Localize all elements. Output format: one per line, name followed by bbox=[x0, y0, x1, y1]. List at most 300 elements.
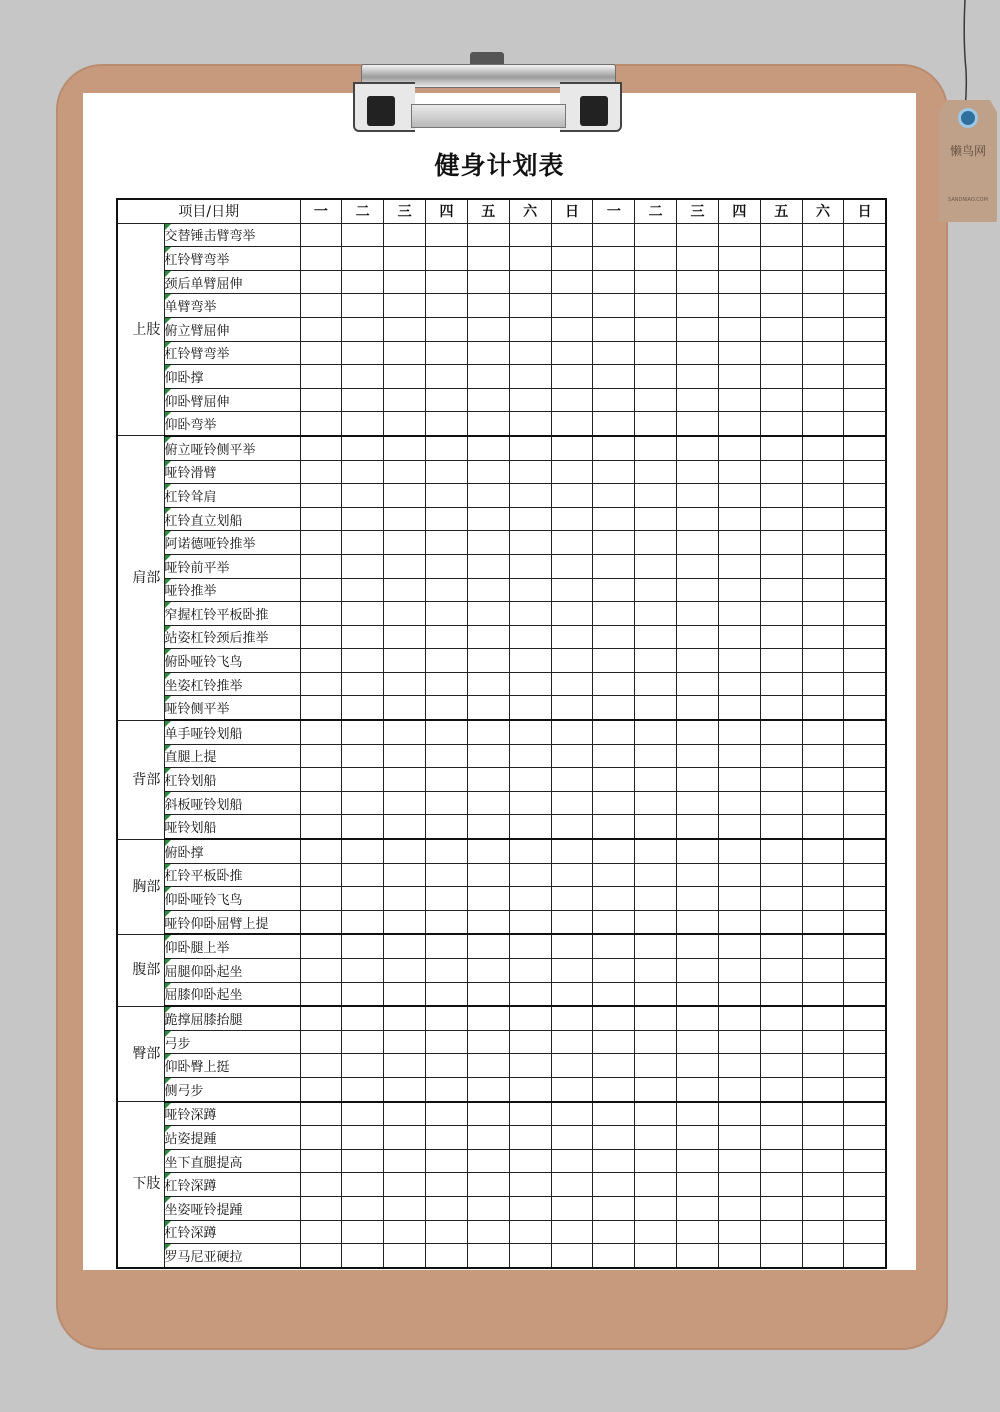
day-cell[interactable] bbox=[718, 270, 760, 294]
day-cell[interactable] bbox=[760, 388, 802, 412]
day-cell[interactable] bbox=[551, 625, 593, 649]
day-cell[interactable] bbox=[760, 720, 802, 744]
day-cell[interactable] bbox=[760, 982, 802, 1006]
day-cell[interactable] bbox=[593, 672, 635, 696]
day-cell[interactable] bbox=[426, 578, 468, 602]
day-cell[interactable] bbox=[844, 1173, 886, 1197]
day-cell[interactable] bbox=[300, 460, 342, 484]
day-cell[interactable] bbox=[426, 649, 468, 673]
day-cell[interactable] bbox=[551, 317, 593, 341]
day-cell[interactable] bbox=[635, 768, 677, 792]
day-cell[interactable] bbox=[718, 294, 760, 318]
day-cell[interactable] bbox=[677, 436, 719, 460]
day-cell[interactable] bbox=[844, 672, 886, 696]
day-cell[interactable] bbox=[593, 247, 635, 271]
day-cell[interactable] bbox=[844, 1054, 886, 1078]
day-cell[interactable] bbox=[718, 1173, 760, 1197]
day-cell[interactable] bbox=[551, 1054, 593, 1078]
day-cell[interactable] bbox=[384, 768, 426, 792]
day-cell[interactable] bbox=[300, 484, 342, 508]
day-cell[interactable] bbox=[426, 341, 468, 365]
day-cell[interactable] bbox=[551, 696, 593, 720]
day-cell[interactable] bbox=[467, 625, 509, 649]
day-cell[interactable] bbox=[300, 910, 342, 934]
day-cell[interactable] bbox=[509, 317, 551, 341]
day-cell[interactable] bbox=[342, 341, 384, 365]
day-cell[interactable] bbox=[467, 1006, 509, 1030]
day-cell[interactable] bbox=[593, 887, 635, 911]
day-cell[interactable] bbox=[551, 791, 593, 815]
day-cell[interactable] bbox=[802, 934, 844, 958]
day-cell[interactable] bbox=[467, 341, 509, 365]
day-cell[interactable] bbox=[342, 839, 384, 863]
day-cell[interactable] bbox=[467, 1054, 509, 1078]
day-cell[interactable] bbox=[593, 768, 635, 792]
day-cell[interactable] bbox=[677, 720, 719, 744]
day-cell[interactable] bbox=[426, 1149, 468, 1173]
day-cell[interactable] bbox=[760, 507, 802, 531]
day-cell[interactable] bbox=[509, 531, 551, 555]
day-cell[interactable] bbox=[844, 768, 886, 792]
day-cell[interactable] bbox=[300, 341, 342, 365]
day-cell[interactable] bbox=[593, 317, 635, 341]
day-cell[interactable] bbox=[593, 294, 635, 318]
day-cell[interactable] bbox=[677, 341, 719, 365]
day-cell[interactable] bbox=[635, 791, 677, 815]
day-cell[interactable] bbox=[509, 959, 551, 983]
day-cell[interactable] bbox=[467, 959, 509, 983]
day-cell[interactable] bbox=[802, 578, 844, 602]
day-cell[interactable] bbox=[760, 1173, 802, 1197]
day-cell[interactable] bbox=[802, 341, 844, 365]
day-cell[interactable] bbox=[342, 1054, 384, 1078]
day-cell[interactable] bbox=[467, 1030, 509, 1054]
day-cell[interactable] bbox=[342, 1077, 384, 1101]
day-cell[interactable] bbox=[551, 839, 593, 863]
day-cell[interactable] bbox=[342, 365, 384, 389]
day-cell[interactable] bbox=[509, 768, 551, 792]
day-cell[interactable] bbox=[509, 1173, 551, 1197]
day-cell[interactable] bbox=[342, 1126, 384, 1150]
day-cell[interactable] bbox=[677, 672, 719, 696]
day-cell[interactable] bbox=[718, 1220, 760, 1244]
day-cell[interactable] bbox=[677, 744, 719, 768]
day-cell[interactable] bbox=[718, 887, 760, 911]
day-cell[interactable] bbox=[426, 1220, 468, 1244]
day-cell[interactable] bbox=[718, 484, 760, 508]
day-cell[interactable] bbox=[760, 341, 802, 365]
day-cell[interactable] bbox=[635, 1102, 677, 1126]
day-cell[interactable] bbox=[300, 1196, 342, 1220]
day-cell[interactable] bbox=[844, 531, 886, 555]
day-cell[interactable] bbox=[467, 436, 509, 460]
day-cell[interactable] bbox=[844, 341, 886, 365]
day-cell[interactable] bbox=[426, 934, 468, 958]
day-cell[interactable] bbox=[551, 720, 593, 744]
day-cell[interactable] bbox=[760, 1244, 802, 1268]
day-cell[interactable] bbox=[342, 388, 384, 412]
day-cell[interactable] bbox=[635, 720, 677, 744]
day-cell[interactable] bbox=[844, 791, 886, 815]
day-cell[interactable] bbox=[509, 507, 551, 531]
day-cell[interactable] bbox=[467, 863, 509, 887]
day-cell[interactable] bbox=[384, 436, 426, 460]
day-cell[interactable] bbox=[593, 484, 635, 508]
day-cell[interactable] bbox=[677, 768, 719, 792]
day-cell[interactable] bbox=[760, 791, 802, 815]
day-cell[interactable] bbox=[509, 341, 551, 365]
day-cell[interactable] bbox=[551, 270, 593, 294]
day-cell[interactable] bbox=[467, 388, 509, 412]
day-cell[interactable] bbox=[509, 910, 551, 934]
day-cell[interactable] bbox=[635, 934, 677, 958]
day-cell[interactable] bbox=[677, 863, 719, 887]
day-cell[interactable] bbox=[593, 1126, 635, 1150]
day-cell[interactable] bbox=[802, 365, 844, 389]
day-cell[interactable] bbox=[593, 1054, 635, 1078]
day-cell[interactable] bbox=[551, 1006, 593, 1030]
day-cell[interactable] bbox=[760, 815, 802, 839]
day-cell[interactable] bbox=[426, 839, 468, 863]
day-cell[interactable] bbox=[384, 863, 426, 887]
day-cell[interactable] bbox=[467, 223, 509, 247]
day-cell[interactable] bbox=[635, 365, 677, 389]
day-cell[interactable] bbox=[593, 934, 635, 958]
day-cell[interactable] bbox=[551, 1102, 593, 1126]
day-cell[interactable] bbox=[426, 1077, 468, 1101]
day-cell[interactable] bbox=[844, 602, 886, 626]
day-cell[interactable] bbox=[426, 982, 468, 1006]
day-cell[interactable] bbox=[802, 602, 844, 626]
day-cell[interactable] bbox=[426, 1196, 468, 1220]
day-cell[interactable] bbox=[802, 294, 844, 318]
day-cell[interactable] bbox=[426, 815, 468, 839]
day-cell[interactable] bbox=[509, 1077, 551, 1101]
day-cell[interactable] bbox=[718, 460, 760, 484]
day-cell[interactable] bbox=[802, 223, 844, 247]
day-cell[interactable] bbox=[677, 294, 719, 318]
day-cell[interactable] bbox=[593, 959, 635, 983]
day-cell[interactable] bbox=[635, 625, 677, 649]
day-cell[interactable] bbox=[844, 484, 886, 508]
day-cell[interactable] bbox=[844, 1196, 886, 1220]
day-cell[interactable] bbox=[509, 839, 551, 863]
day-cell[interactable] bbox=[844, 696, 886, 720]
day-cell[interactable] bbox=[718, 507, 760, 531]
day-cell[interactable] bbox=[593, 1102, 635, 1126]
day-cell[interactable] bbox=[593, 365, 635, 389]
day-cell[interactable] bbox=[551, 294, 593, 318]
day-cell[interactable] bbox=[342, 317, 384, 341]
day-cell[interactable] bbox=[760, 270, 802, 294]
day-cell[interactable] bbox=[426, 887, 468, 911]
day-cell[interactable] bbox=[426, 247, 468, 271]
day-cell[interactable] bbox=[802, 1030, 844, 1054]
day-cell[interactable] bbox=[802, 460, 844, 484]
day-cell[interactable] bbox=[593, 791, 635, 815]
day-cell[interactable] bbox=[384, 388, 426, 412]
day-cell[interactable] bbox=[509, 578, 551, 602]
day-cell[interactable] bbox=[760, 223, 802, 247]
day-cell[interactable] bbox=[677, 1077, 719, 1101]
day-cell[interactable] bbox=[509, 1054, 551, 1078]
day-cell[interactable] bbox=[802, 1244, 844, 1268]
day-cell[interactable] bbox=[844, 294, 886, 318]
day-cell[interactable] bbox=[300, 625, 342, 649]
day-cell[interactable] bbox=[342, 982, 384, 1006]
day-cell[interactable] bbox=[300, 982, 342, 1006]
day-cell[interactable] bbox=[677, 1030, 719, 1054]
day-cell[interactable] bbox=[426, 910, 468, 934]
day-cell[interactable] bbox=[760, 365, 802, 389]
day-cell[interactable] bbox=[802, 959, 844, 983]
day-cell[interactable] bbox=[467, 1102, 509, 1126]
day-cell[interactable] bbox=[718, 791, 760, 815]
day-cell[interactable] bbox=[300, 317, 342, 341]
day-cell[interactable] bbox=[802, 507, 844, 531]
day-cell[interactable] bbox=[551, 507, 593, 531]
day-cell[interactable] bbox=[844, 1126, 886, 1150]
day-cell[interactable] bbox=[760, 412, 802, 436]
day-cell[interactable] bbox=[760, 460, 802, 484]
day-cell[interactable] bbox=[635, 602, 677, 626]
day-cell[interactable] bbox=[384, 625, 426, 649]
day-cell[interactable] bbox=[635, 1220, 677, 1244]
day-cell[interactable] bbox=[551, 1244, 593, 1268]
day-cell[interactable] bbox=[342, 720, 384, 744]
day-cell[interactable] bbox=[342, 887, 384, 911]
day-cell[interactable] bbox=[593, 554, 635, 578]
day-cell[interactable] bbox=[509, 720, 551, 744]
day-cell[interactable] bbox=[384, 507, 426, 531]
day-cell[interactable] bbox=[844, 223, 886, 247]
day-cell[interactable] bbox=[384, 1102, 426, 1126]
day-cell[interactable] bbox=[509, 247, 551, 271]
day-cell[interactable] bbox=[300, 696, 342, 720]
day-cell[interactable] bbox=[718, 436, 760, 460]
day-cell[interactable] bbox=[509, 554, 551, 578]
day-cell[interactable] bbox=[509, 223, 551, 247]
day-cell[interactable] bbox=[426, 1244, 468, 1268]
day-cell[interactable] bbox=[467, 791, 509, 815]
day-cell[interactable] bbox=[426, 959, 468, 983]
day-cell[interactable] bbox=[677, 1220, 719, 1244]
day-cell[interactable] bbox=[342, 270, 384, 294]
day-cell[interactable] bbox=[467, 602, 509, 626]
day-cell[interactable] bbox=[384, 412, 426, 436]
day-cell[interactable] bbox=[342, 625, 384, 649]
day-cell[interactable] bbox=[635, 554, 677, 578]
day-cell[interactable] bbox=[342, 460, 384, 484]
day-cell[interactable] bbox=[635, 270, 677, 294]
day-cell[interactable] bbox=[509, 934, 551, 958]
day-cell[interactable] bbox=[509, 602, 551, 626]
day-cell[interactable] bbox=[342, 1173, 384, 1197]
day-cell[interactable] bbox=[844, 1149, 886, 1173]
day-cell[interactable] bbox=[551, 412, 593, 436]
day-cell[interactable] bbox=[342, 1220, 384, 1244]
day-cell[interactable] bbox=[342, 1006, 384, 1030]
day-cell[interactable] bbox=[384, 910, 426, 934]
day-cell[interactable] bbox=[635, 223, 677, 247]
day-cell[interactable] bbox=[802, 388, 844, 412]
day-cell[interactable] bbox=[802, 863, 844, 887]
day-cell[interactable] bbox=[844, 1077, 886, 1101]
day-cell[interactable] bbox=[677, 1196, 719, 1220]
day-cell[interactable] bbox=[384, 1220, 426, 1244]
day-cell[interactable] bbox=[467, 317, 509, 341]
day-cell[interactable] bbox=[718, 768, 760, 792]
day-cell[interactable] bbox=[677, 602, 719, 626]
day-cell[interactable] bbox=[760, 934, 802, 958]
day-cell[interactable] bbox=[551, 887, 593, 911]
day-cell[interactable] bbox=[300, 507, 342, 531]
day-cell[interactable] bbox=[426, 294, 468, 318]
day-cell[interactable] bbox=[802, 839, 844, 863]
day-cell[interactable] bbox=[802, 910, 844, 934]
day-cell[interactable] bbox=[551, 934, 593, 958]
day-cell[interactable] bbox=[426, 412, 468, 436]
day-cell[interactable] bbox=[677, 1149, 719, 1173]
day-cell[interactable] bbox=[300, 1054, 342, 1078]
day-cell[interactable] bbox=[467, 887, 509, 911]
day-cell[interactable] bbox=[551, 531, 593, 555]
day-cell[interactable] bbox=[718, 982, 760, 1006]
day-cell[interactable] bbox=[384, 365, 426, 389]
day-cell[interactable] bbox=[760, 1149, 802, 1173]
day-cell[interactable] bbox=[467, 365, 509, 389]
day-cell[interactable] bbox=[635, 1030, 677, 1054]
day-cell[interactable] bbox=[551, 602, 593, 626]
day-cell[interactable] bbox=[718, 412, 760, 436]
day-cell[interactable] bbox=[718, 223, 760, 247]
day-cell[interactable] bbox=[426, 1006, 468, 1030]
day-cell[interactable] bbox=[467, 1126, 509, 1150]
day-cell[interactable] bbox=[718, 839, 760, 863]
day-cell[interactable] bbox=[384, 887, 426, 911]
day-cell[interactable] bbox=[509, 887, 551, 911]
day-cell[interactable] bbox=[593, 696, 635, 720]
day-cell[interactable] bbox=[635, 1126, 677, 1150]
day-cell[interactable] bbox=[384, 1054, 426, 1078]
day-cell[interactable] bbox=[467, 934, 509, 958]
day-cell[interactable] bbox=[509, 294, 551, 318]
day-cell[interactable] bbox=[551, 578, 593, 602]
day-cell[interactable] bbox=[593, 839, 635, 863]
day-cell[interactable] bbox=[593, 1006, 635, 1030]
day-cell[interactable] bbox=[802, 1054, 844, 1078]
day-cell[interactable] bbox=[802, 696, 844, 720]
day-cell[interactable] bbox=[384, 959, 426, 983]
day-cell[interactable] bbox=[718, 672, 760, 696]
day-cell[interactable] bbox=[593, 649, 635, 673]
day-cell[interactable] bbox=[718, 578, 760, 602]
day-cell[interactable] bbox=[760, 1126, 802, 1150]
day-cell[interactable] bbox=[802, 791, 844, 815]
day-cell[interactable] bbox=[635, 649, 677, 673]
day-cell[interactable] bbox=[635, 341, 677, 365]
day-cell[interactable] bbox=[342, 649, 384, 673]
day-cell[interactable] bbox=[677, 1173, 719, 1197]
day-cell[interactable] bbox=[677, 982, 719, 1006]
day-cell[interactable] bbox=[300, 1030, 342, 1054]
day-cell[interactable] bbox=[300, 649, 342, 673]
day-cell[interactable] bbox=[551, 1196, 593, 1220]
day-cell[interactable] bbox=[677, 247, 719, 271]
day-cell[interactable] bbox=[635, 863, 677, 887]
day-cell[interactable] bbox=[760, 1054, 802, 1078]
day-cell[interactable] bbox=[635, 578, 677, 602]
day-cell[interactable] bbox=[384, 1006, 426, 1030]
day-cell[interactable] bbox=[760, 768, 802, 792]
day-cell[interactable] bbox=[593, 863, 635, 887]
day-cell[interactable] bbox=[677, 815, 719, 839]
day-cell[interactable] bbox=[760, 625, 802, 649]
day-cell[interactable] bbox=[593, 1220, 635, 1244]
day-cell[interactable] bbox=[342, 863, 384, 887]
day-cell[interactable] bbox=[384, 341, 426, 365]
day-cell[interactable] bbox=[760, 1006, 802, 1030]
day-cell[interactable] bbox=[844, 910, 886, 934]
day-cell[interactable] bbox=[551, 460, 593, 484]
day-cell[interactable] bbox=[384, 554, 426, 578]
day-cell[interactable] bbox=[551, 863, 593, 887]
day-cell[interactable] bbox=[802, 720, 844, 744]
day-cell[interactable] bbox=[802, 744, 844, 768]
day-cell[interactable] bbox=[760, 1220, 802, 1244]
day-cell[interactable] bbox=[844, 317, 886, 341]
day-cell[interactable] bbox=[760, 959, 802, 983]
day-cell[interactable] bbox=[384, 649, 426, 673]
day-cell[interactable] bbox=[802, 1220, 844, 1244]
day-cell[interactable] bbox=[760, 910, 802, 934]
day-cell[interactable] bbox=[426, 223, 468, 247]
day-cell[interactable] bbox=[467, 484, 509, 508]
day-cell[interactable] bbox=[802, 412, 844, 436]
day-cell[interactable] bbox=[593, 436, 635, 460]
day-cell[interactable] bbox=[551, 815, 593, 839]
day-cell[interactable] bbox=[760, 649, 802, 673]
day-cell[interactable] bbox=[467, 1077, 509, 1101]
day-cell[interactable] bbox=[384, 1244, 426, 1268]
day-cell[interactable] bbox=[509, 649, 551, 673]
day-cell[interactable] bbox=[342, 294, 384, 318]
day-cell[interactable] bbox=[635, 959, 677, 983]
day-cell[interactable] bbox=[718, 696, 760, 720]
day-cell[interactable] bbox=[844, 1220, 886, 1244]
day-cell[interactable] bbox=[300, 388, 342, 412]
day-cell[interactable] bbox=[300, 294, 342, 318]
day-cell[interactable] bbox=[635, 531, 677, 555]
day-cell[interactable] bbox=[635, 1077, 677, 1101]
day-cell[interactable] bbox=[802, 484, 844, 508]
day-cell[interactable] bbox=[677, 270, 719, 294]
day-cell[interactable] bbox=[718, 317, 760, 341]
day-cell[interactable] bbox=[844, 839, 886, 863]
day-cell[interactable] bbox=[467, 460, 509, 484]
day-cell[interactable] bbox=[551, 1126, 593, 1150]
day-cell[interactable] bbox=[718, 531, 760, 555]
day-cell[interactable] bbox=[467, 507, 509, 531]
day-cell[interactable] bbox=[718, 649, 760, 673]
day-cell[interactable] bbox=[426, 531, 468, 555]
day-cell[interactable] bbox=[844, 270, 886, 294]
day-cell[interactable] bbox=[467, 1196, 509, 1220]
day-cell[interactable] bbox=[844, 720, 886, 744]
day-cell[interactable] bbox=[635, 388, 677, 412]
day-cell[interactable] bbox=[426, 365, 468, 389]
day-cell[interactable] bbox=[467, 270, 509, 294]
